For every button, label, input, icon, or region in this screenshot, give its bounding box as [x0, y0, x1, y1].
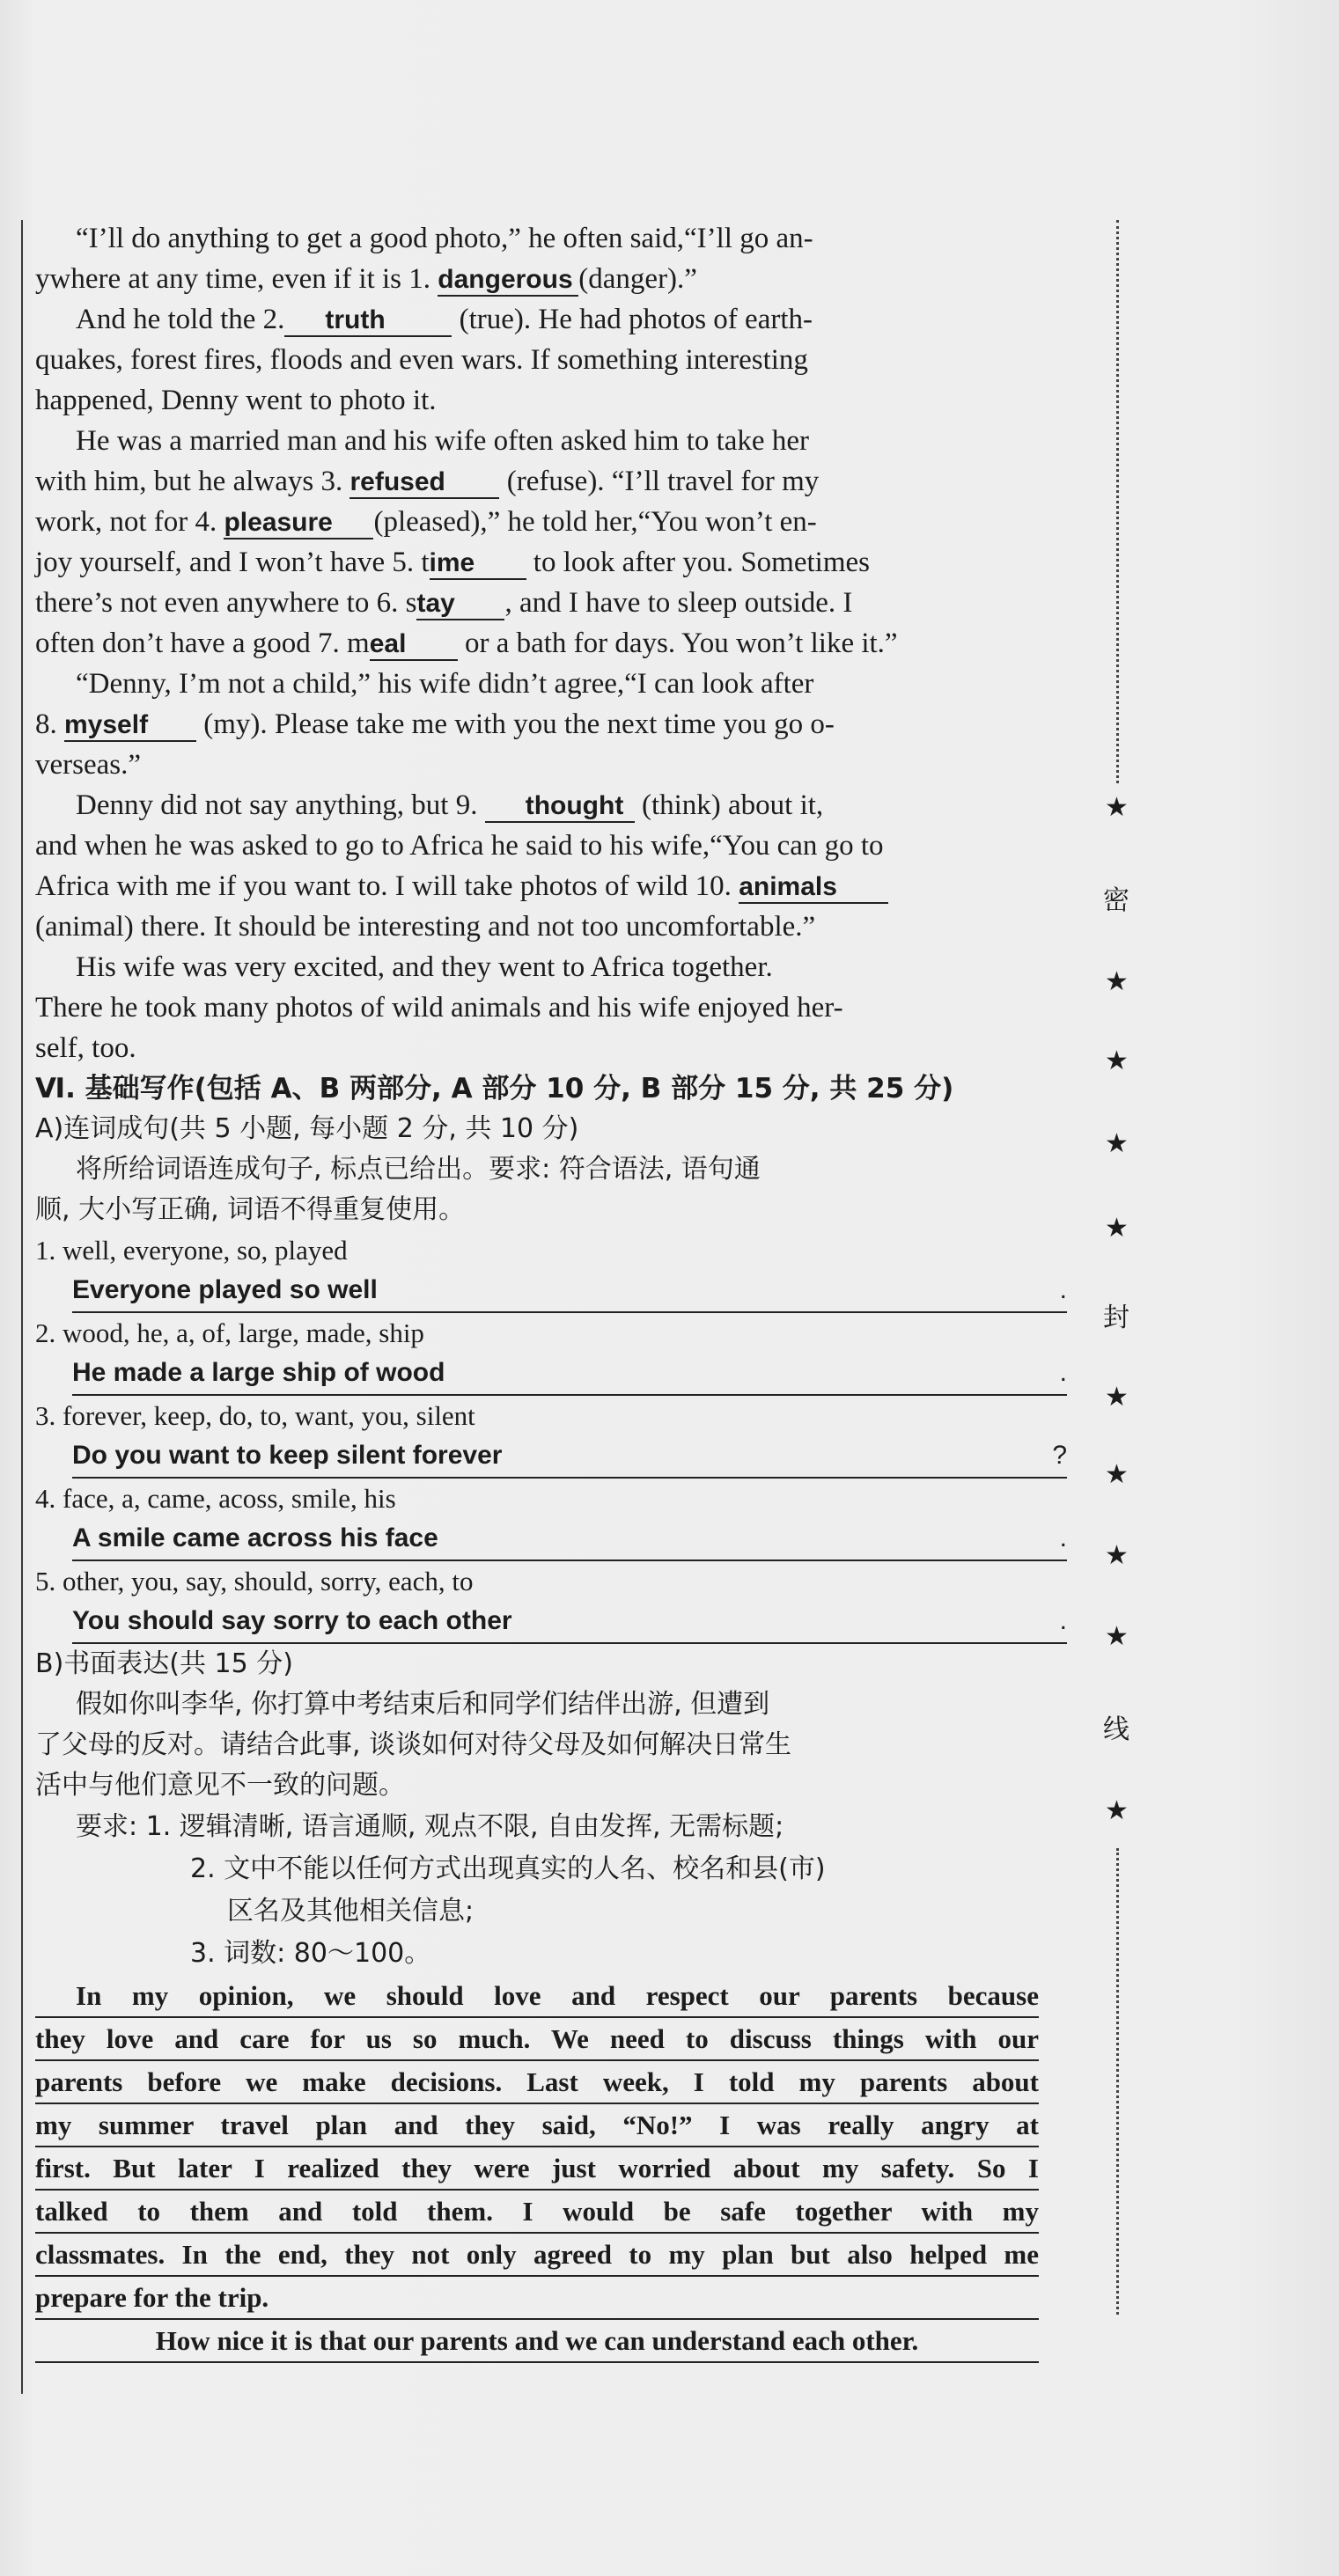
essay-line: they love and care for us so much. We need to discuss things with our [35, 2018, 1039, 2061]
question-words: 3. forever, keep, do, to, want, you, silent [35, 1400, 475, 1431]
text: verseas.” [35, 749, 142, 781]
passage-line [35, 704, 1039, 745]
text: (animal) there. It should be interesting and not too uncomfortable.” [35, 911, 816, 943]
passage-line [35, 1028, 1039, 1068]
star-icon: ★ [1105, 792, 1129, 823]
requirement: 2. 文中不能以任何方式出现真实的人名、校名和县(市) [190, 1853, 826, 1884]
text: work, not for 4. [35, 506, 217, 538]
seal-char-mi: 密 [1103, 885, 1129, 916]
passage-line [35, 745, 1039, 785]
end-punct: . [1059, 1606, 1067, 1635]
end-punct: . [1059, 1275, 1067, 1304]
text: there’s not even anywhere to 6. s [35, 587, 417, 619]
passage-line [35, 785, 1039, 826]
dotted-line [1116, 220, 1119, 783]
answer-line[interactable] [72, 1519, 1067, 1561]
main-column [35, 218, 1067, 2363]
essay-line: How nice it is that our parents and we can understand each other. [35, 2320, 1039, 2363]
text: Africa with me if you want to. I will take photos of wild 10. [35, 870, 732, 902]
star-icon: ★ [1105, 1795, 1129, 1826]
text: (my). Please take me with you the next time you go o- [203, 708, 835, 740]
part-a-instructions: 顺, 大小写正确, 词语不得重复使用。 [35, 1194, 466, 1225]
answer-8[interactable]: myself [64, 710, 196, 742]
section-title: Ⅵ. 基础写作(包括 A、B 两部分, A 部分 10 分, B 部分 15 分, 共 25 分) [35, 1073, 954, 1105]
answer-text: Everyone played so well [72, 1275, 378, 1304]
text: 8. [35, 708, 57, 740]
part-a-title: A)连词成句(共 5 小题, 每小题 2 分, 共 10 分) [35, 1113, 579, 1144]
essay-line: my summer travel plan and they said, “No!” I was really angry at [35, 2104, 1039, 2147]
answer-5[interactable]: ime [430, 548, 526, 580]
text: to look after you. Sometimes [533, 547, 870, 578]
part-a-instructions: 将所给词语连成句子, 标点已给出。要求: 符合语法, 语句通 [76, 1154, 761, 1185]
answer-9[interactable]: thought [485, 791, 635, 823]
question-words: 5. other, you, say, should, sorry, each, to [35, 1566, 474, 1596]
end-punct: ? [1052, 1441, 1067, 1470]
passage-line [35, 380, 1039, 421]
passage-line [35, 906, 1039, 947]
passage-line [35, 461, 1039, 502]
text: He was a married man and his wife often asked him to take her [76, 425, 809, 457]
passage-line [35, 623, 1039, 664]
star-icon: ★ [1105, 1128, 1129, 1159]
essay-line: classmates. In the end, they not only agreed to my plan but also helped me [35, 2234, 1039, 2277]
text: or a bath for days. You won’t like it.” [464, 627, 898, 659]
answer-7[interactable]: eal [370, 629, 458, 661]
text: , and I have to sleep outside. I [504, 587, 853, 619]
passage-line [35, 947, 1039, 987]
passage-line [35, 340, 1039, 380]
answer-text: A smile came across his face [72, 1523, 438, 1552]
text: “I’ll do anything to get a good photo,” he often said,“I’ll go an- [76, 223, 813, 254]
end-punct: . [1059, 1358, 1067, 1387]
text: And he told the 2. [76, 304, 285, 335]
answer-line[interactable] [72, 1602, 1067, 1644]
star-icon: ★ [1105, 1621, 1129, 1652]
answer-1[interactable]: dangerous [438, 265, 578, 297]
essay-answer[interactable] [35, 1975, 1039, 2363]
text: (think) about it, [641, 789, 824, 821]
passage-line [35, 987, 1039, 1028]
star-icon: ★ [1105, 1046, 1129, 1076]
star-icon: ★ [1105, 1213, 1129, 1244]
answer-4[interactable]: pleasure [224, 508, 373, 539]
question-3 [35, 1396, 1067, 1479]
answer-line[interactable] [72, 1436, 1067, 1479]
passage-line [35, 664, 1039, 704]
passage-line [35, 542, 1039, 583]
answer-2[interactable]: truth [284, 305, 452, 337]
essay-line: talked to them and told them. I would be safe together with my [35, 2191, 1039, 2234]
requirement: 区名及其他相关信息; [227, 1896, 475, 1926]
question-4 [35, 1479, 1067, 1561]
passage-line [35, 826, 1039, 866]
passage-line [35, 421, 1039, 461]
part-b-prompt: 了父母的反对。请结合此事, 谈谈如何对待父母及如何解决日常生 [35, 1729, 792, 1760]
requirement: 要求: 1. 逻辑清晰, 语言通顺, 观点不限, 自由发挥, 无需标题; [76, 1811, 784, 1842]
question-words: 2. wood, he, a, of, large, made, ship [35, 1317, 424, 1348]
star-icon: ★ [1105, 1382, 1129, 1413]
text: (refuse). “I’ll travel for my [506, 466, 820, 497]
text: happened, Denny went to photo it. [35, 385, 437, 416]
essay-line: In my opinion, we should love and respect our parents because [35, 1975, 1039, 2018]
text: and when he was asked to go to Africa he said to his wife,“You can go to [35, 830, 884, 862]
text: joy yourself, and I won’t have 5. t [35, 547, 430, 578]
text: Denny did not say anything, but 9. [76, 789, 478, 821]
star-icon: ★ [1105, 1459, 1129, 1490]
end-punct: . [1059, 1523, 1067, 1552]
text: with him, but he always 3. [35, 466, 343, 497]
text: His wife was very excited, and they went to Africa together. [76, 951, 773, 983]
essay-line: parents before we make decisions. Last week, I told my parents about [35, 2061, 1039, 2104]
requirement: 3. 词数: 80～100。 [190, 1938, 431, 1969]
answer-text: You should say sorry to each other [72, 1606, 512, 1635]
answer-line[interactable] [72, 1354, 1067, 1396]
answer-6[interactable]: tay [416, 589, 504, 620]
passage-line [35, 502, 1039, 542]
answer-text: Do you want to keep silent forever [72, 1441, 503, 1470]
left-margin-rule [21, 220, 23, 2394]
essay-line: prepare for the trip. [35, 2277, 1039, 2320]
text: self, too. [35, 1032, 136, 1064]
seal-char-xian: 线 [1103, 1714, 1129, 1745]
text: ywhere at any time, even if it is 1. [35, 263, 431, 295]
text: (true). He had photos of earth- [459, 304, 813, 335]
passage-line [35, 218, 1039, 259]
question-1 [35, 1230, 1067, 1313]
passage-line [35, 299, 1039, 340]
passage-line [35, 866, 1039, 906]
passage-line [35, 583, 1039, 623]
text: “Denny, I’m not a child,” his wife didn’t agree,“I can look after [76, 668, 814, 700]
question-2 [35, 1313, 1067, 1396]
answer-10[interactable]: animals [739, 872, 888, 904]
text: quakes, forest fires, floods and even wars. If something interesting [35, 344, 808, 376]
star-icon: ★ [1105, 1540, 1129, 1571]
answer-3[interactable]: refused [349, 467, 499, 499]
passage-line [35, 259, 1039, 299]
essay-line: first. But later I realized they were just worried about my safety. So I [35, 2147, 1039, 2191]
part-b-title: B)书面表达(共 15 分) [35, 1648, 293, 1679]
question-words: 4. face, a, came, acoss, smile, his [35, 1483, 396, 1514]
star-icon: ★ [1105, 966, 1129, 997]
seal-char-feng: 封 [1103, 1303, 1129, 1333]
text: There he took many photos of wild animals and his wife enjoyed her- [35, 992, 843, 1024]
answer-text: He made a large ship of wood [72, 1358, 445, 1387]
question-words: 1. well, everyone, so, played [35, 1235, 348, 1266]
seal-margin [1096, 220, 1140, 2394]
part-b-prompt: 活中与他们意见不一致的问题。 [35, 1770, 405, 1801]
text: often don’t have a good 7. m [35, 627, 370, 659]
dotted-line [1116, 1848, 1119, 2315]
question-5 [35, 1561, 1067, 1644]
text: (pleased),” he told her,“You won’t en- [373, 506, 817, 538]
part-b-prompt: 假如你叫李华, 你打算中考结束后和同学们结伴出游, 但遭到 [76, 1689, 770, 1720]
answer-line[interactable] [72, 1271, 1067, 1313]
text: (danger).” [578, 263, 697, 295]
